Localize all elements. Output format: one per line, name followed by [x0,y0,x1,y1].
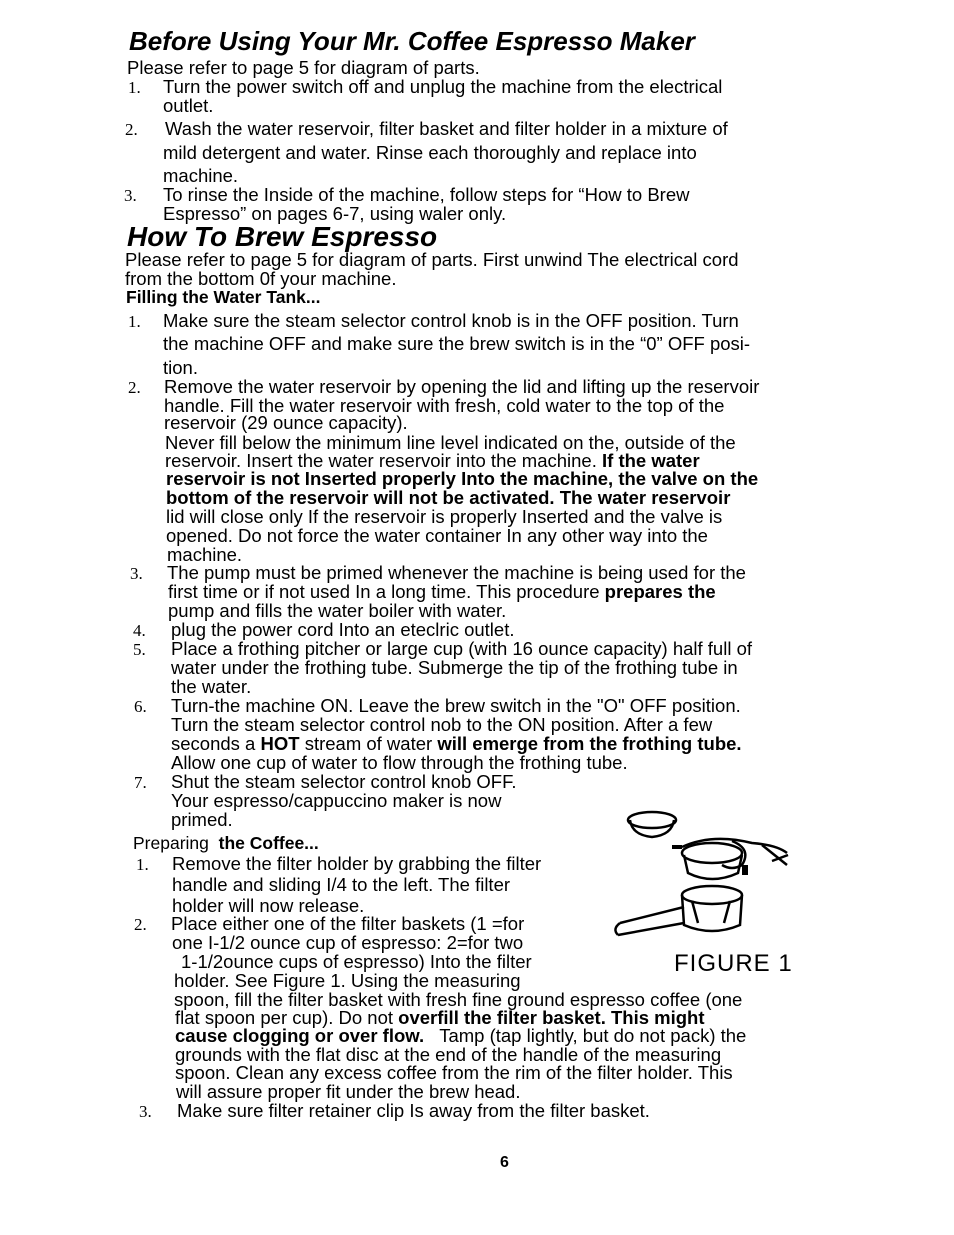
bold-phrase: HOT [260,733,300,754]
item-line: Allow one cup of water to flow through the frothing tube. [171,752,628,773]
item-line: bottom of the reservoir will not be activated. The water reservoir [166,487,731,508]
item-line: pump and fills the water boiler with water. [168,600,507,621]
item-line: cause clogging or over flow. Tamp (tap lightly, but do not pack) the [175,1025,747,1046]
bold-phrase: prepares the [604,581,716,602]
item-line: Make sure filter retainer clip Is away from the filter basket. [177,1100,650,1121]
item-number: 6. [134,697,147,716]
item-line: tion. [163,357,198,378]
figure-label: FIGURE 1 [674,950,793,977]
item-line: opened. Do not force the water container In any other way into the [166,525,708,546]
item-line: handle and sliding I/4 to the left. The filter [172,874,511,895]
item-line: will assure proper fit under the brew head. [176,1081,521,1102]
item-line: lid will close only If the reservoir is properly Inserted and the valve is [166,506,723,527]
item-line: Remove the filter holder by grabbing the filter [172,853,542,874]
subheading-preparing-coffee: Preparing the Coffee... [133,833,319,853]
item-line: Espresso” on pages 6-7, using waler only. [163,203,507,224]
item-number: 3. [139,1102,152,1121]
item-number: 1. [128,78,141,97]
item-line: the machine OFF and make sure the brew switch is in the “0” OFF posi- [163,333,751,354]
section-title-how-to-brew: How To Brew Espresso [127,221,438,252]
item-number: 1. [136,855,149,874]
item-line: Remove the water reservoir by opening the lid and lifting up the reservoir [164,376,760,397]
item-line: Turn the steam selector control nob to the ON position. After a few [171,714,713,735]
item-line: The pump must be primed whenever the machine is being used for the [167,562,746,583]
item-line: first time or if not used In a long time. This procedure prepares the [168,581,716,602]
intro-text: Please refer to page 5 for diagram of parts. [127,57,480,78]
item-line: Place a frothing pitcher or large cup (with 16 ounce capacity) half full of [171,638,753,659]
item-line: the water. [171,676,252,697]
item-line: Turn-the machine ON. Leave the brew switch in the "O" OFF position. [171,695,741,716]
item-line: To rinse the Inside of the machine, follow steps for “How to Brew [163,184,690,205]
item-line: water under the frothing tube. Submerge the tip of the frothing tube in [171,657,738,678]
item-number: 1. [128,312,141,331]
item-line: mild detergent and water. Rinse each thoroughly and replace into [163,142,697,163]
item-line: machine. [167,544,243,565]
bold-phrase: If the water [602,450,700,471]
subheading-filling-water-tank: Filling the Water Tank... [126,287,321,307]
intro-line: Please refer to page 5 for diagram of parts. First unwind The electrical cord [125,249,739,270]
item-number: 5. [133,640,146,659]
section-title-before-using: Before Using Your Mr. Coffee Espresso Maker [129,26,695,56]
item-line: seconds a HOT stream of water will emerge from the frothing tube. [171,733,742,754]
item-number: 2. [125,120,138,139]
item-line: spoon, fill the filter basket with fresh fine ground espresso coffee (one [174,989,743,1010]
item-number: 7. [134,773,147,792]
item-line: holder will now release. [172,895,365,916]
item-number: 3. [124,186,137,205]
item-line: handle. Fill the water reservoir with fresh, cold water to the top of the [164,395,725,416]
item-line: Turn the power switch off and unplug the machine from the electrical [163,76,723,97]
item-line: outlet. [163,95,214,116]
page-number: 6 [500,1154,509,1171]
item-line: reservoir (29 ounce capacity). [164,412,408,433]
bold-phrase: overfill the filter basket. This might [398,1007,705,1028]
item-line: reservoir is not Inserted properly Into the machine, the valve on the [166,468,759,489]
item-line: Your espresso/cappuccino maker is now [171,790,502,811]
item-line: holder. See Figure 1. Using the measuring [174,970,521,991]
item-line: reservoir. Insert the water reservoir into the machine. If the water [165,450,700,471]
item-number: 3. [130,564,143,583]
item-number: 4. [133,621,146,640]
item-line: plug the power cord Into an eteclric outlet. [171,619,515,640]
item-line: flat spoon per cup). Do not overfill the filter basket. This might [175,1007,705,1028]
intro-line: from the bottom 0f your machine. [125,268,397,289]
item-line: Shut the steam selector control knob OFF. [171,771,517,792]
item-line: grounds with the flat disc at the end of the handle of the measuring [175,1044,722,1065]
item-number: 2. [134,915,147,934]
item-line: one I-1/2 ounce cup of espresso: 2=for two [172,932,524,953]
item-line: spoon. Clean any excess coffee from the rim of the filter holder. This [175,1062,733,1083]
item-line: 1-1/2ounce cups of espresso) Into the filter [181,951,532,972]
item-line: Make sure the steam selector control knob is in the OFF position. Turn [163,310,739,331]
item-line: Place either one of the filter baskets (1 =for [171,913,525,934]
item-number: 2. [128,378,141,397]
item-line: primed. [171,809,233,830]
item-line: Never fill below the minimum line level indicated on the, outside of the [165,432,736,453]
item-line: machine. [163,165,239,186]
item-line: Wash the water reservoir, filter basket and filter holder in a mixture of [165,118,728,139]
